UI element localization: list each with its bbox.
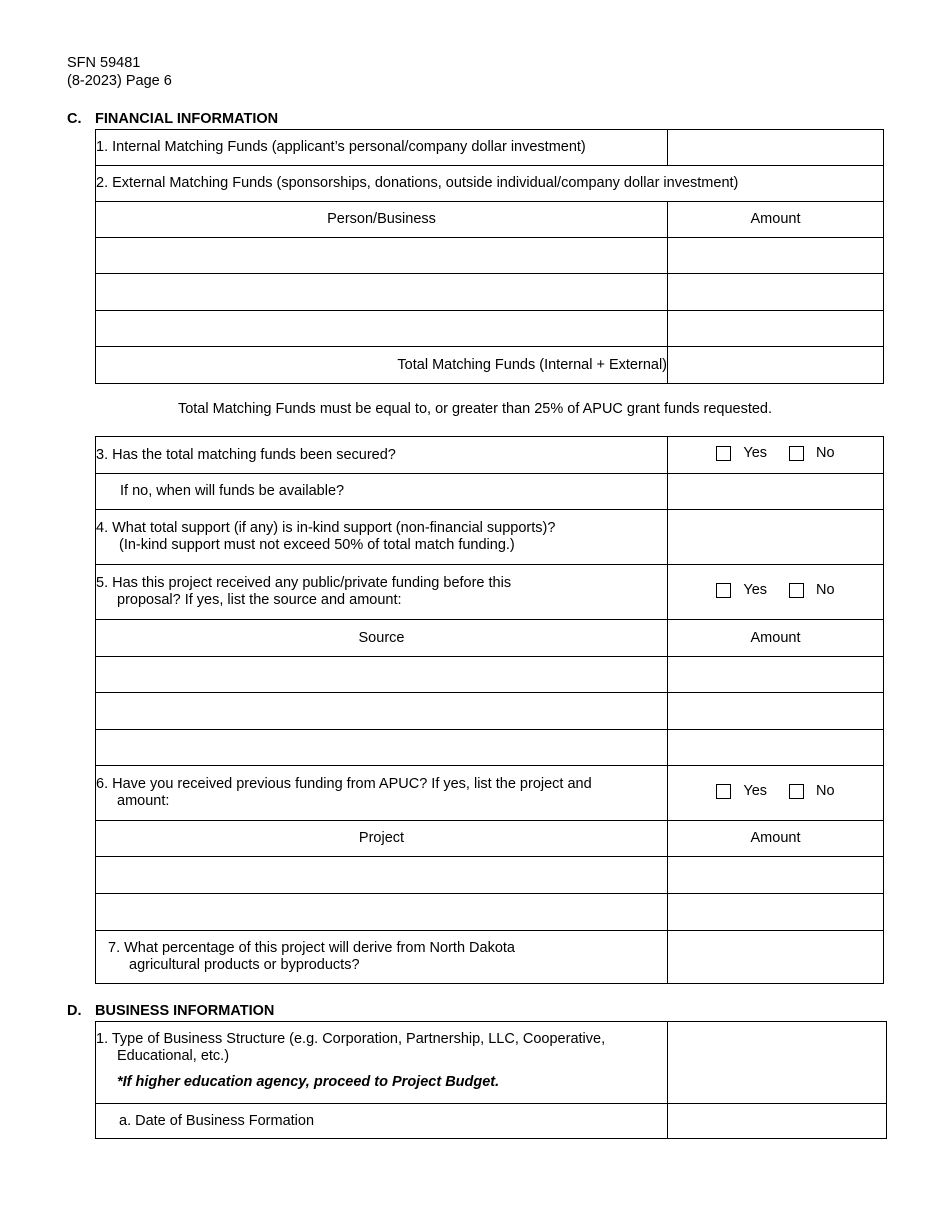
source-input[interactable] [96,730,668,766]
section-c-letter: C. [67,111,82,127]
q7-label [96,931,668,984]
business-structure-input[interactable] [668,1022,887,1104]
amount-input[interactable] [668,857,884,894]
form-date-page: (8-2023) Page 6 [67,73,172,89]
source-input[interactable] [96,693,668,730]
section-d-letter: D. [67,1003,82,1019]
funds-available-date-input[interactable] [668,474,884,510]
q3-followup-label [96,474,668,510]
col-header-amount: Amount [668,620,884,657]
funding-questions-table [95,436,884,984]
q5-yes-no [668,565,884,620]
business-formation-date-input[interactable] [668,1104,887,1139]
q6-yes-no [668,766,884,821]
total-matching-funds-label: Total Matching Funds (Internal + External) [96,347,668,384]
table-row [96,730,884,766]
q6-label [96,766,668,821]
no-label: No [816,782,835,799]
table-row [96,311,884,347]
amount-input[interactable] [668,238,884,274]
project-input[interactable] [96,857,668,894]
table-row [96,693,884,730]
q5-line2: proposal? If yes, list the source and amount: [117,592,402,608]
q5-yes-checkbox[interactable] [716,583,731,598]
external-matching-funds-label: 2. External Matching Funds (sponsorships, donations, outside individual/company dollar investment) [96,166,884,202]
col-header-project: Project [96,821,668,857]
q6-no-checkbox[interactable] [789,784,804,799]
q3-no-checkbox[interactable] [789,446,804,461]
yes-label: Yes [743,782,768,799]
q6-line2: amount: [117,793,170,809]
amount-input[interactable] [668,657,884,693]
nd-ag-percentage-input[interactable] [668,931,884,984]
business-info-table [95,1021,887,1139]
person-business-input[interactable] [96,238,668,274]
source-input[interactable] [96,657,668,693]
no-label: No [816,444,835,461]
business-structure-line2: Educational, etc.) [117,1048,230,1064]
q3-yes-checkbox[interactable] [716,446,731,461]
table-row [96,274,884,311]
table-row [96,857,884,894]
yes-label: Yes [743,581,768,598]
q5-label [96,565,668,620]
amount-input[interactable] [668,274,884,311]
section-d-title: BUSINESS INFORMATION [95,1003,275,1019]
business-structure-label [96,1022,668,1104]
q3-label: 3. Has the total matching funds been secured? [96,437,668,474]
q7-line1: 7. What percentage of this project will derive from North Dakota [108,940,515,956]
q7-line2: agricultural products or byproducts? [129,957,360,973]
table-row [96,894,884,931]
col-header-amount: Amount [668,821,884,857]
business-formation-text: a. Date of Business Formation [119,1112,315,1129]
table-row [96,238,884,274]
amount-input[interactable] [668,693,884,730]
business-formation-label [96,1104,668,1139]
matching-funds-note: Total Matching Funds must be equal to, or greater than 25% of APUC grant funds requested. [177,401,773,417]
q4-line1: 4. What total support (if any) is in-kind support (non-financial supports)? [96,520,556,536]
amount-input[interactable] [668,730,884,766]
q3-followup-text: If no, when will funds be available? [120,483,345,499]
internal-matching-funds-label: 1. Internal Matching Funds (applicant’s personal/company dollar investment) [96,130,668,166]
form-number: SFN 59481 [67,55,141,71]
q6-yes-checkbox[interactable] [716,784,731,799]
q5-line1: 5. Has this project received any public/private funding before this [96,575,512,591]
matching-funds-table [95,129,884,384]
col-header-person-business: Person/Business [96,202,668,238]
q3-yes-no [668,437,884,474]
col-header-source: Source [96,620,668,657]
no-label: No [816,581,835,598]
q4-line2: (In-kind support must not exceed 50% of total match funding.) [119,537,515,553]
yes-label: Yes [743,444,768,461]
table-row [96,657,884,693]
section-c-title: FINANCIAL INFORMATION [95,111,279,127]
col-header-amount: Amount [668,202,884,238]
higher-education-note: *If higher education agency, proceed to Project Budget. [117,1074,500,1090]
amount-input[interactable] [668,311,884,347]
total-matching-funds-input[interactable] [668,347,884,384]
q5-no-checkbox[interactable] [789,583,804,598]
person-business-input[interactable] [96,274,668,311]
person-business-input[interactable] [96,311,668,347]
q4-label [96,510,668,565]
internal-matching-funds-input[interactable] [668,130,884,166]
in-kind-support-input[interactable] [668,510,884,565]
q6-line1: 6. Have you received previous funding from APUC? If yes, list the project and [96,776,592,792]
business-structure-line1: 1. Type of Business Structure (e.g. Corporation, Partnership, LLC, Cooperative, [96,1031,606,1047]
amount-input[interactable] [668,894,884,931]
project-input[interactable] [96,894,668,931]
